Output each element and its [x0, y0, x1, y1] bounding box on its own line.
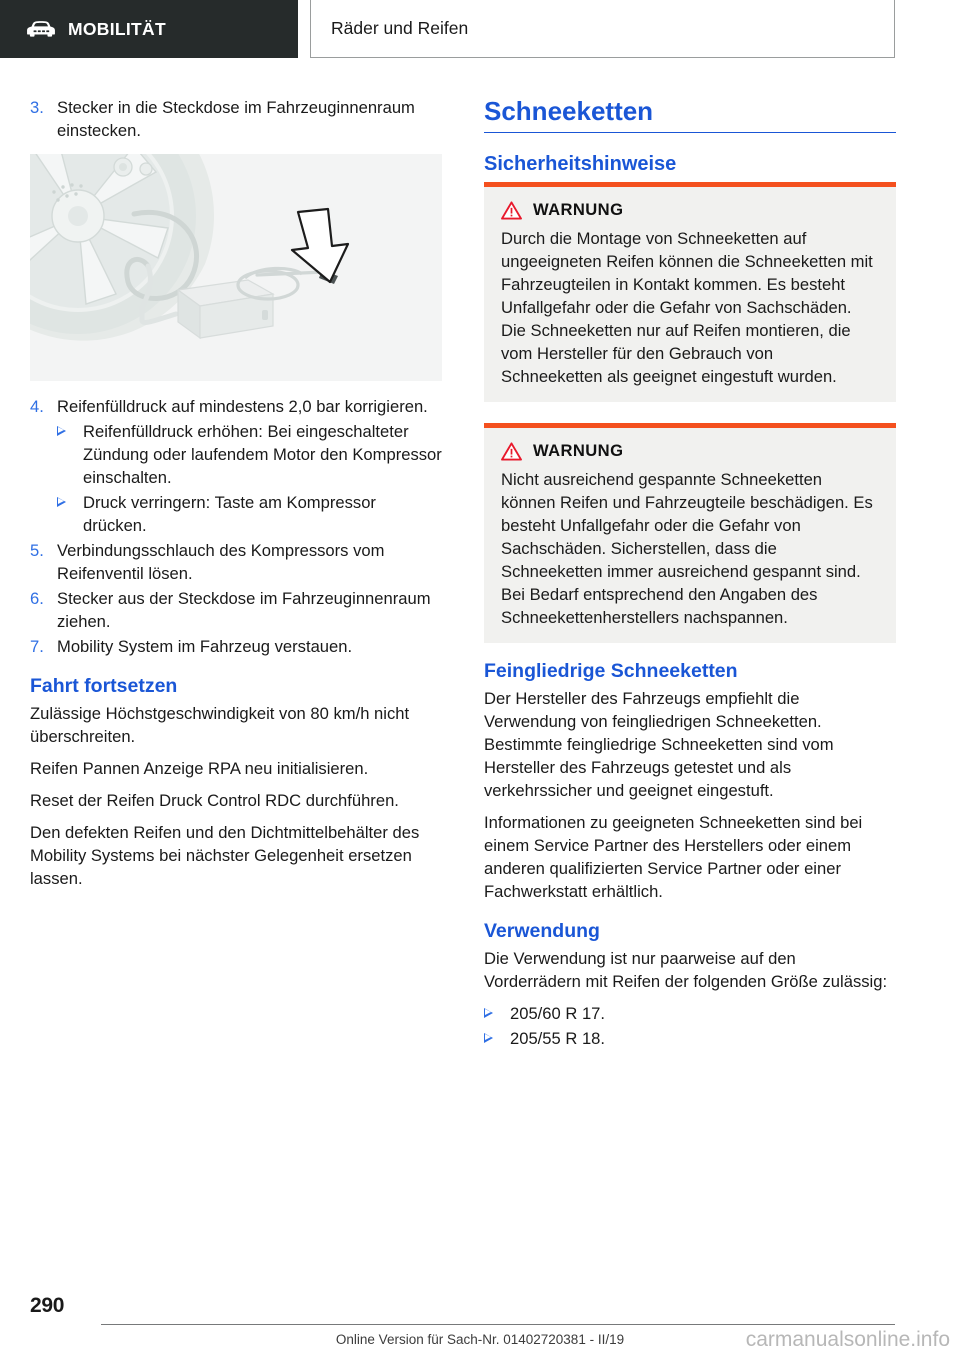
bullet-text: 205/55 R 18.	[510, 1029, 606, 1048]
header-chapter-label: MOBILITÄT	[68, 18, 166, 39]
step-number: 4.	[30, 397, 44, 416]
triangle-bullet-icon	[484, 1008, 510, 1031]
paragraph: Die Verwendung ist nur paarweise auf den Vorderrädern mit Reifen der folgenden Größe zulässig:	[484, 949, 888, 991]
bullet-item	[30, 491, 442, 537]
step-item	[30, 587, 442, 633]
step-item	[30, 96, 442, 142]
paragraph: Reset der Reifen Druck Control RDC durchführen.	[30, 791, 399, 810]
bullet-text: Druck verringern: Taste am Kompressor drücken.	[83, 493, 376, 535]
paragraph: Reifen Pannen Anzeige RPA neu initialisieren.	[30, 759, 369, 778]
step-text: Mobility System im Fahrzeug verstauen.	[57, 637, 353, 656]
bullet-text: 205/60 R 17.	[510, 1004, 606, 1023]
step-text: Reifenfülldruck auf mindestens 2,0 bar korrigieren.	[57, 397, 428, 416]
step-text: Stecker aus der Steckdose im Fahrzeuginnenraum ziehen.	[57, 589, 431, 631]
car-front-icon	[26, 20, 56, 38]
left-column	[30, 96, 442, 899]
heading-sicherheitshinweise: Sicherheitshinweise	[484, 153, 677, 175]
step-text: Verbindungsschlauch des Kompressors vom Reifenventil lösen.	[57, 541, 385, 583]
warning-header	[501, 441, 879, 461]
step-text: Stecker in die Steckdose im Fahrzeuginnenraum einstecken.	[57, 98, 415, 140]
title-divider	[484, 132, 896, 133]
heading-verwendung: Verwendung	[484, 920, 600, 942]
footer-divider	[101, 1324, 895, 1325]
page-title: Schneeketten	[484, 96, 654, 126]
warning-text: Durch die Montage von Schneeketten auf ungeeigneten Reifen können die Schneeketten mit Fahrzeugteilen in Kontakt kommen. Es besteht Unfallgefahr oder die Gefahr von Sachschäden. Die Schneeketten nur auf Reifen montieren, die vom Hersteller für den Gebrauch von Schneeketten als geeignet eingestuft wurden.	[501, 229, 873, 386]
triangle-bullet-icon	[57, 497, 83, 543]
warning-triangle-icon	[501, 201, 522, 220]
paragraph: Den defekten Reifen und den Dichtmittelbehälter des Mobility Systems bei nächster Gelegenheit ersetzen lassen.	[30, 823, 420, 888]
bullet-item	[484, 1002, 896, 1025]
watermark: carmanualsonline.info	[745, 1328, 950, 1351]
step-number: 5.	[30, 541, 44, 560]
warning-box	[484, 187, 896, 402]
illustration-wheel-compressor	[30, 154, 442, 381]
warning-triangle-icon	[501, 442, 522, 461]
bullet-text: Reifenfülldruck erhöhen: Bei eingeschalteter Zündung oder laufendem Motor den Kompressor einschalten.	[83, 422, 442, 487]
heading-fahrt-fortsetzen: Fahrt fortsetzen	[30, 675, 178, 697]
warning-title: WARNUNG	[533, 441, 624, 460]
step-item	[30, 539, 442, 585]
bullet-item	[30, 420, 442, 489]
step-item	[30, 635, 442, 658]
spacer	[484, 402, 896, 423]
step-number: 3.	[30, 98, 44, 117]
footer-note: Online Version für Sach-Nr. 01402720381 - II/19	[335, 1332, 625, 1347]
header-chapter-tab[interactable]	[0, 0, 298, 58]
paragraph: Der Hersteller des Fahrzeugs empfiehlt die Verwendung von feingliedrigen Schneeketten. Bestimmte feingliedrige Schneeketten sind vom Hersteller des Fahrzeugs getestet und als verkehrssicher und geeignet eingestuft.	[484, 689, 834, 800]
triangle-bullet-icon	[57, 426, 83, 495]
warning-header	[501, 200, 879, 220]
step-number: 7.	[30, 637, 44, 656]
header-section-label: Räder und Reifen	[331, 18, 469, 38]
page-header	[0, 0, 960, 62]
heading-feingliedrige-schneeketten: Feingliedrige Schneeketten	[484, 660, 738, 682]
right-column	[484, 96, 896, 1052]
step-item	[30, 395, 442, 418]
warning-title: WARNUNG	[533, 200, 624, 219]
warning-box	[484, 428, 896, 643]
paragraph: Informationen zu geeigneten Schneeketten sind bei einem Service Partner des Herstellers oder einem anderen qualifizierten Service Partner oder einer Fachwerkstatt erhältlich.	[484, 813, 863, 901]
page-number: 290	[30, 1294, 65, 1317]
header-section-tab[interactable]	[310, 0, 895, 58]
step-number: 6.	[30, 589, 44, 608]
paragraph: Zulässige Höchstgeschwindigkeit von 80 km/h nicht überschreiten.	[30, 704, 410, 746]
triangle-bullet-icon	[484, 1033, 510, 1056]
bullet-item	[484, 1027, 896, 1050]
warning-text: Nicht ausreichend gespannte Schneeketten können Reifen und Fahrzeugteile beschädigen. Es besteht Unfallgefahr oder die Gefahr von Sachschäden. Sicherstellen, dass die Schneeketten immer ausreichend gespannt sind. Bei Bedarf entsprechend den Angaben des Schneekettenherstellers nachspannen.	[501, 470, 873, 627]
page-footer	[0, 1282, 960, 1362]
